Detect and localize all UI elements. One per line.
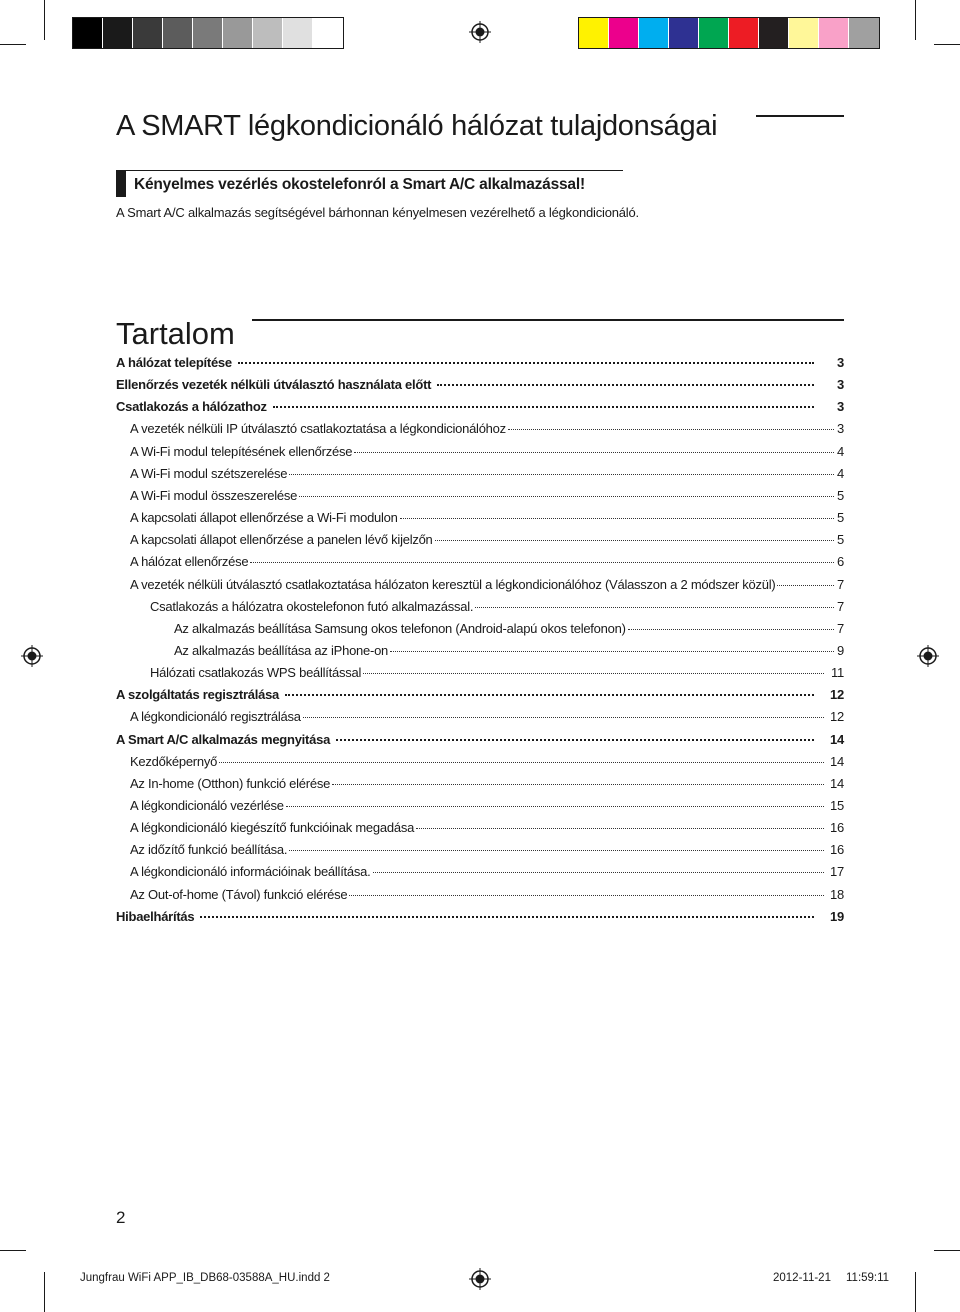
slug-time: 11:59:11 [846, 1272, 890, 1284]
toc-leader-dots [250, 562, 834, 563]
color-swatch [313, 18, 343, 48]
toc-entry[interactable] [116, 687, 844, 709]
toc-leader-dots [475, 607, 834, 608]
toc-entry-title: A légkondicionáló információinak beállítása. [130, 864, 371, 880]
toc-entry-page: 5 [837, 487, 844, 503]
intro-text: A Smart A/C alkalmazás segítségével bárhonnan kényelmesen vezérelhető a légkondicionáló. [116, 205, 639, 220]
toc-leader-dots [777, 585, 834, 586]
toc-entry-title: Az alkalmazás beállítása az iPhone-on [174, 642, 389, 658]
toc-entry-page: 11 [831, 665, 844, 681]
color-swatch [133, 18, 163, 48]
toc-entry-page: 7 [837, 576, 844, 592]
toc-leader-dots [373, 872, 825, 873]
crop-mark [934, 44, 960, 45]
toc-leader-dots [628, 629, 834, 630]
toc-leader-dots [238, 362, 814, 364]
color-swatch [73, 18, 103, 48]
toc-entry-title: Hálózati csatlakozás WPS beállítással [150, 665, 362, 681]
toc-entry-title: A légkondicionáló kiegészítő funkcióinak megadása [130, 820, 415, 836]
toc-leader-dots [299, 496, 834, 497]
toc-entry-page: 15 [830, 798, 844, 813]
toc-entry-title: A kapcsolati állapot ellenőrzése a panelen lévő kijelzőn [130, 532, 433, 548]
color-swatch [639, 18, 669, 48]
toc-entry[interactable] [130, 709, 844, 731]
crop-mark [0, 1250, 26, 1251]
color-swatch [729, 18, 759, 48]
color-swatch [819, 18, 849, 48]
toc-entry-title: Az alkalmazás beállítása Samsung okos telefonon (Android-alapú okos telefonon) [174, 620, 626, 636]
color-swatch [163, 18, 193, 48]
toc-leader-dots [400, 518, 834, 519]
toc-entry-title: Csatlakozás a hálózatra okostelefonon futó alkalmazással. [150, 598, 474, 614]
toc-entry-title: A Smart A/C alkalmazás megnyitása [116, 731, 331, 747]
subheading-rule [125, 170, 623, 171]
toc-entry[interactable] [130, 488, 844, 510]
toc-entry-page: 16 [830, 842, 844, 858]
toc-entry[interactable] [116, 732, 844, 754]
toc-entry[interactable] [130, 444, 844, 466]
toc-entry-page: 4 [837, 465, 844, 481]
toc-entry-page: 17 [830, 864, 844, 880]
toc-leader-dots [286, 806, 824, 807]
toc-entry-title: A légkondicionáló regisztrálása [130, 709, 301, 725]
toc-entry[interactable] [150, 599, 844, 621]
color-swatch [193, 18, 223, 48]
toc-entry-page: 4 [837, 443, 844, 459]
toc-entry-title: Ellenőrzés vezeték nélküli útválasztó használata előtt [116, 377, 432, 393]
toc-entry-page: 7 [837, 598, 844, 614]
color-swatch [609, 18, 639, 48]
toc-title: Tartalom [116, 316, 235, 351]
toc-entry[interactable] [150, 665, 844, 687]
toc-leader-dots [508, 429, 834, 430]
color-swatch [849, 18, 879, 48]
color-swatch [759, 18, 789, 48]
toc-leader-dots [390, 651, 834, 652]
toc-entry-page: 18 [830, 886, 844, 902]
toc-entry[interactable] [130, 842, 844, 864]
toc-leader-dots [289, 850, 824, 851]
toc-leader-dots [285, 694, 814, 696]
toc-entry-page: 7 [837, 620, 844, 636]
toc-entry[interactable] [174, 643, 844, 665]
color-swatch [669, 18, 699, 48]
toc-entry[interactable] [130, 577, 844, 599]
toc-entry-title: A Wi-Fi modul telepítésének ellenőrzése [130, 443, 353, 459]
crop-mark [44, 1272, 45, 1312]
toc-entry-page: 12 [830, 687, 844, 703]
slug-date: 2012-11-21 [773, 1272, 831, 1284]
toc-entry-title: Az In-home (Otthon) funkció elérése [130, 775, 331, 791]
color-swatch [579, 18, 609, 48]
toc-leader-dots [435, 540, 834, 541]
toc-title-rule [252, 319, 844, 321]
title-rule [756, 115, 844, 117]
toc-leader-dots [219, 762, 824, 763]
toc-entry-page: 3 [837, 377, 844, 393]
toc-entry-title: A légkondicionáló vezérlése [130, 798, 284, 813]
toc-entry-page: 12 [830, 709, 844, 725]
gray-calibration-bar [72, 17, 344, 49]
toc-entry-title: A Wi-Fi modul összeszerelése [130, 487, 298, 503]
toc-entry-title: A vezeték nélküli IP útválasztó csatlakoztatása a légkondicionálóhoz [130, 421, 506, 437]
toc-entry-title: A hálózat telepítése [116, 355, 232, 370]
toc-entry[interactable] [116, 909, 844, 931]
crop-mark [0, 44, 26, 45]
toc-entry[interactable] [130, 820, 844, 842]
toc-entry-title: Az időzítő funkció beállítása. [130, 842, 288, 858]
subheading-bar [116, 170, 126, 197]
toc-leader-dots [363, 673, 824, 674]
toc-entry-page: 14 [830, 775, 844, 791]
toc-entry[interactable] [130, 466, 844, 488]
toc-entry[interactable] [130, 864, 844, 886]
toc-leader-dots [273, 406, 814, 408]
toc-leader-dots [289, 474, 834, 475]
crop-mark [915, 1272, 916, 1312]
color-swatch [699, 18, 729, 48]
toc-leader-dots [303, 717, 824, 718]
toc-entry-page: 3 [837, 399, 844, 415]
toc-leader-dots [416, 828, 824, 829]
crop-mark [44, 0, 45, 40]
toc-entry[interactable] [116, 377, 844, 399]
toc-leader-dots [349, 895, 824, 896]
toc-entry-page: 14 [830, 731, 844, 747]
subheading: Kényelmes vezérlés okostelefonról a Smart A/C alkalmazással! [134, 176, 585, 193]
toc-entry-title: A Wi-Fi modul szétszerelése [130, 465, 288, 481]
color-swatch [283, 18, 313, 48]
toc-entry[interactable] [116, 355, 844, 377]
toc-entry-page: 3 [837, 421, 844, 437]
toc-entry[interactable] [130, 554, 844, 576]
color-calibration-bar [578, 17, 880, 49]
color-swatch [253, 18, 283, 48]
toc-entry-page: 9 [837, 642, 844, 658]
toc-entry-title: A hálózat ellenőrzése [130, 554, 249, 570]
toc-entry-page: 14 [830, 753, 844, 769]
toc-entry[interactable] [130, 776, 844, 798]
toc-entry-title: A vezeték nélküli útválasztó csatlakoztatása hálózaton keresztül a légkondicionálóhoz (Válasszon a 2 módszer közül) [130, 576, 776, 592]
toc-leader-dots [336, 739, 814, 741]
toc-entry[interactable] [130, 510, 844, 532]
toc-leader-dots [200, 916, 814, 918]
toc-leader-dots [437, 384, 814, 386]
toc-entry[interactable] [130, 887, 844, 909]
registration-mark-icon [469, 1268, 491, 1290]
toc-entry[interactable] [130, 798, 844, 820]
registration-mark-icon [21, 645, 43, 667]
toc-entry-page: 5 [837, 532, 844, 548]
toc-leader-dots [354, 452, 834, 453]
toc-leader-dots [332, 784, 824, 785]
toc-entry-page: 5 [837, 510, 844, 526]
registration-mark-icon [469, 21, 491, 43]
toc-entry-page: 3 [837, 355, 844, 370]
registration-mark-icon [917, 645, 939, 667]
slug-filename: Jungfrau WiFi APP_IB_DB68-03588A_HU.indd 2 [80, 1272, 330, 1284]
page-title: A SMART légkondicionáló hálózat tulajdonságai [116, 110, 718, 142]
toc-entry[interactable] [130, 532, 844, 554]
color-swatch [223, 18, 253, 48]
toc-entry-title: A kapcsolati állapot ellenőrzése a Wi-Fi modulon [130, 510, 398, 526]
toc-entry-title: Az Out-of-home (Távol) funkció elérése [130, 886, 348, 902]
toc-entry[interactable] [130, 421, 844, 443]
page-number: 2 [116, 1208, 126, 1227]
toc-entry[interactable] [116, 399, 844, 421]
toc-entry-page: 16 [830, 820, 844, 836]
crop-mark [934, 1250, 960, 1251]
toc-entry-page: 19 [830, 908, 844, 924]
toc-entry-title: Csatlakozás a hálózathoz [116, 399, 267, 415]
toc-entry-title: Kezdőképernyő [130, 753, 218, 769]
crop-mark [915, 0, 916, 40]
toc-entry[interactable] [130, 754, 844, 776]
toc-entry-title: A szolgáltatás regisztrálása [116, 687, 280, 703]
color-swatch [103, 18, 133, 48]
color-swatch [789, 18, 819, 48]
toc-entry-page: 6 [837, 554, 844, 570]
toc-entry-title: Hibaelhárítás [116, 908, 195, 924]
toc-entry[interactable] [174, 621, 844, 643]
